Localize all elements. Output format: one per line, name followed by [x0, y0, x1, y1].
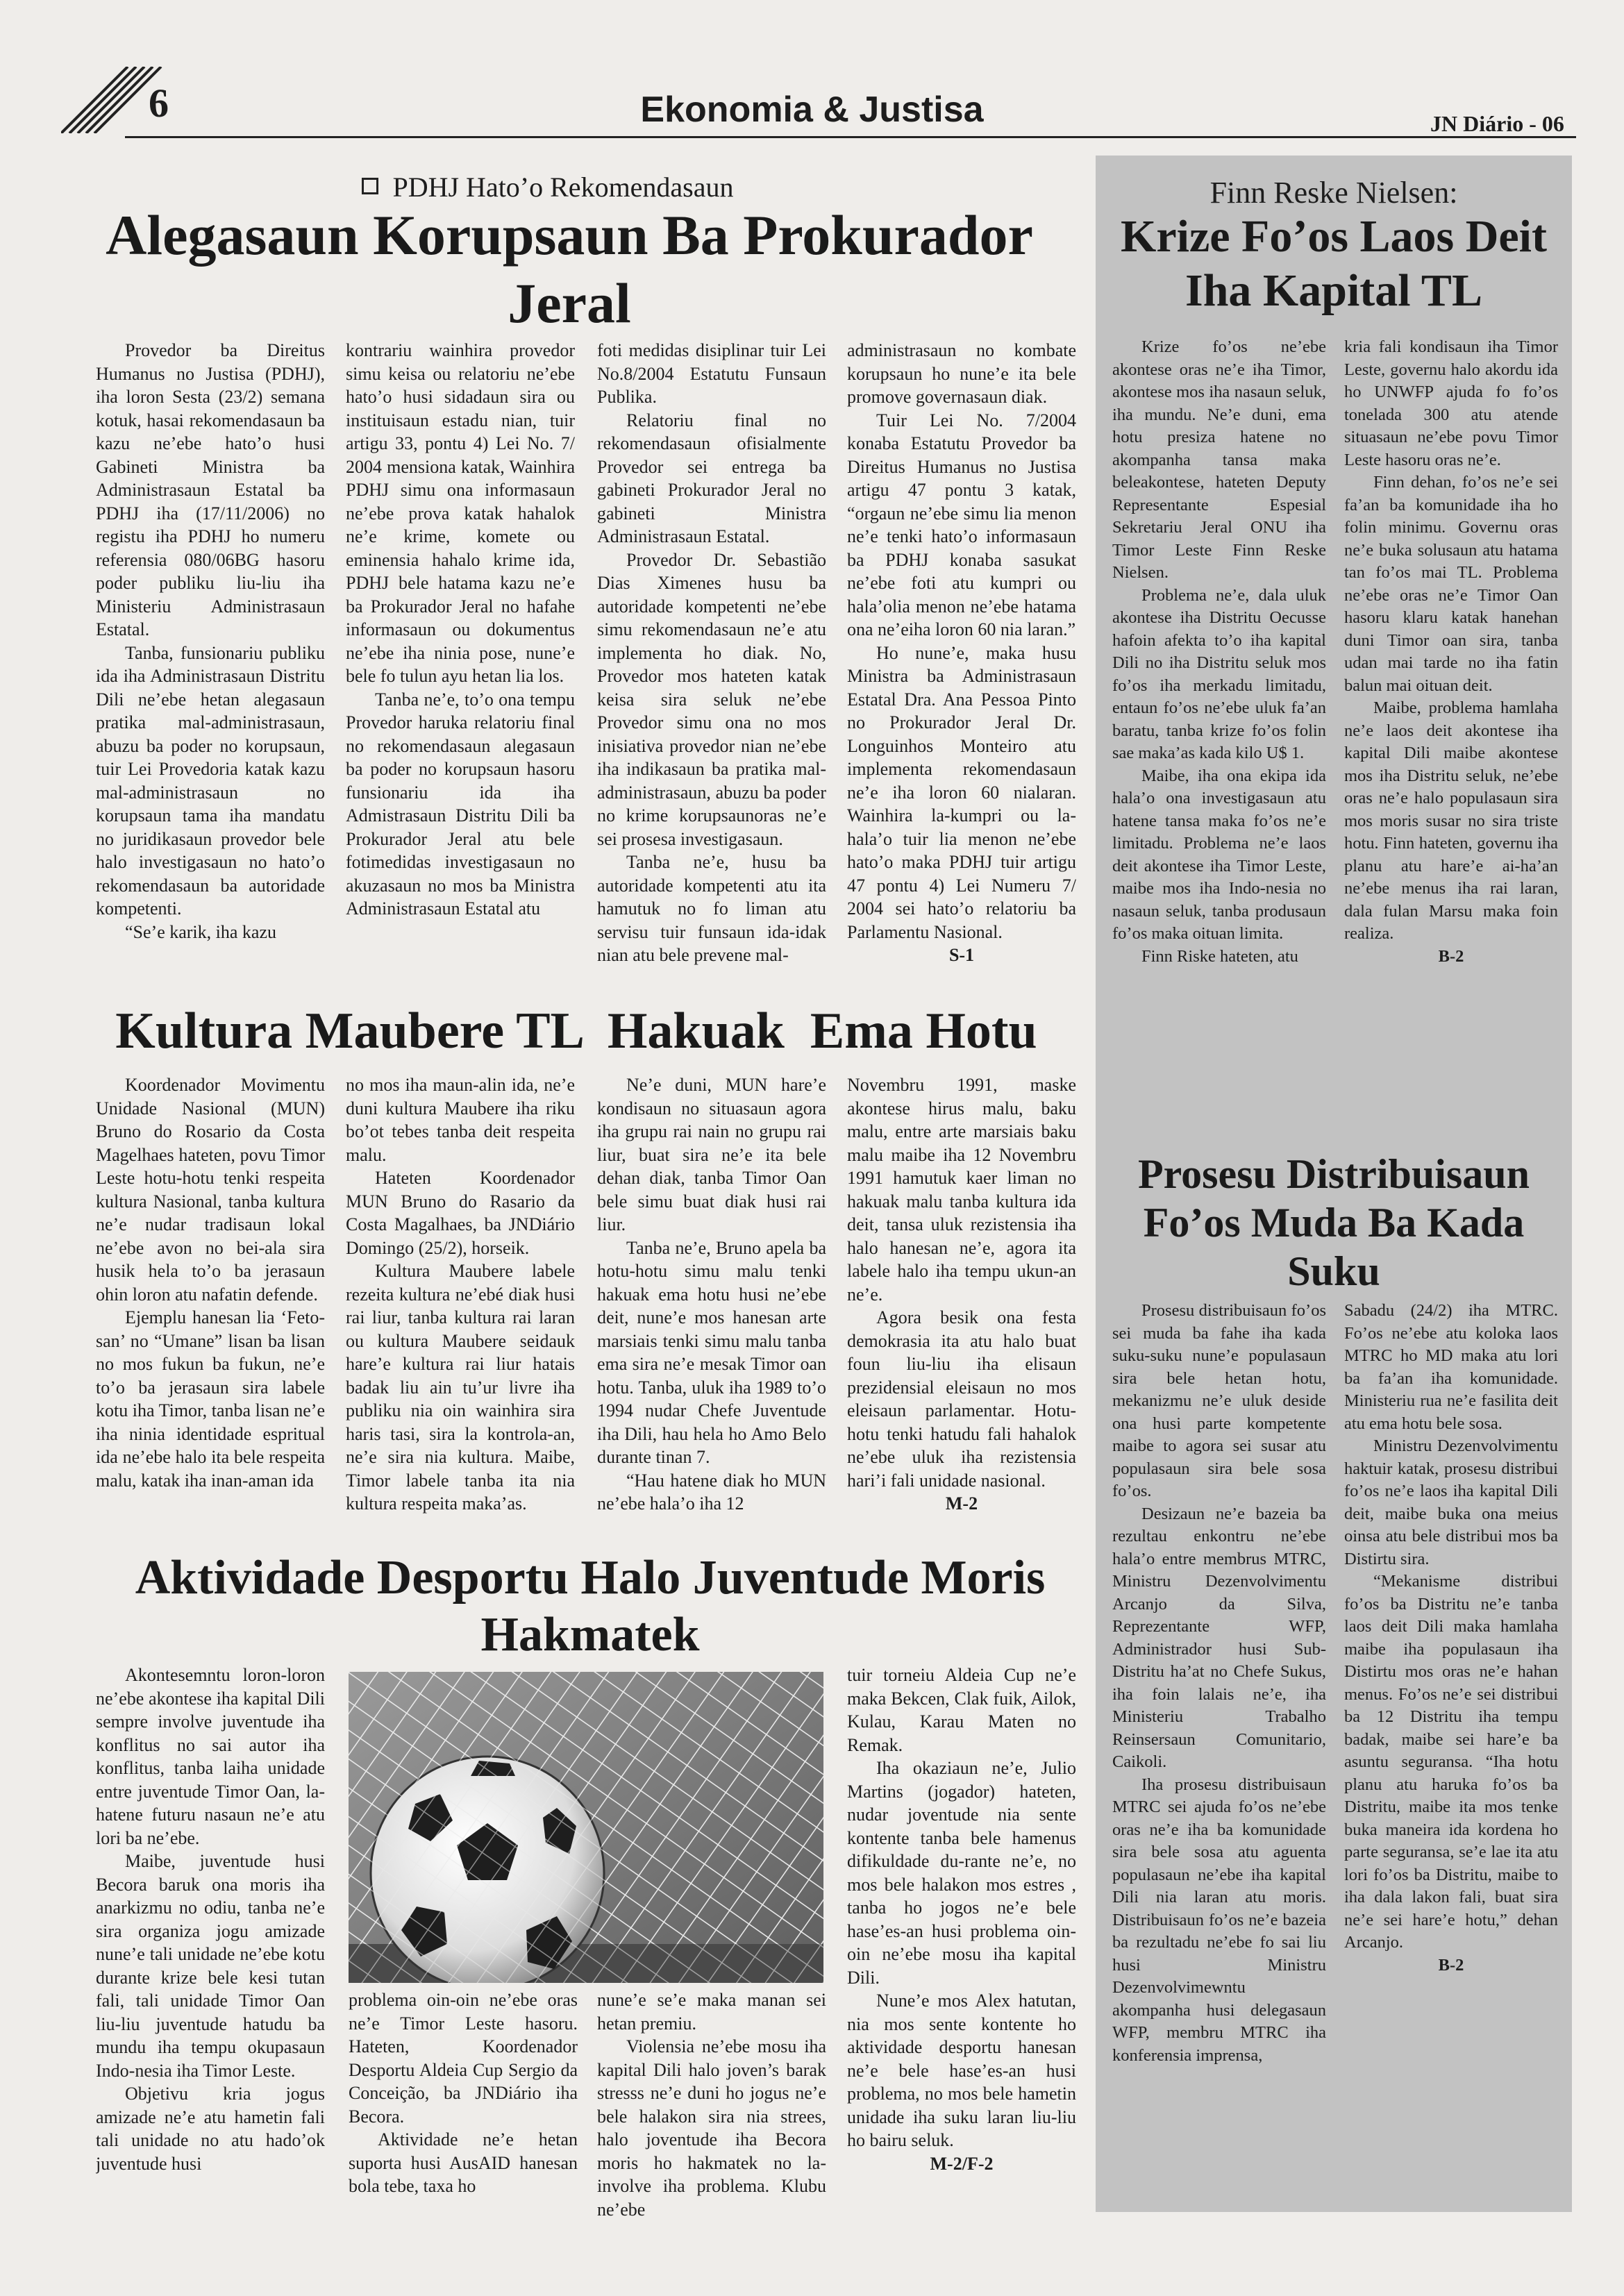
paragraph: Aktividade ne’e hetan suporta husi AusAID hanesan bola tebe, taxa ho — [349, 2129, 578, 2196]
paragraph: Ejemplu hanesan lia ‘Feto-san’ no “Umane” lisan ba lisan no mos fukun ba fukun, ne’e to’o ba jerasaun sira labele kotu iha Timor, tanba lisan ne’e iha ninia identidade espritual ida ne’ebe halo ita bele respeita malu, katak iha inan-aman ida — [96, 1307, 325, 1491]
section-title: Ekonomia & Justisa — [640, 90, 984, 130]
article1-kicker — [0, 171, 1096, 203]
article1-column-2 — [346, 339, 575, 984]
article3-headline — [76, 1550, 1104, 1664]
sidebar2-column-1 — [1112, 1300, 1326, 2209]
paragraph: Ministru Dezenvolvimentu haktuir katak, prosesu distribui fo’os ne’e laos iha kapital Dili deit, maibe buka ona meius oinsa atu bele distribui mos ba Distirtu sira. — [1344, 1436, 1558, 1568]
article2-column-4 — [847, 1073, 1076, 1539]
sidebar1-column-1 — [1112, 336, 1326, 1141]
paragraph: Ne’e duni, MUN hare’e kondisaun no situasaun agora iha grupu rai nain no grupu rai liur, buat sira ne’e ita bele dehan diak, tanba Timor Oan bele simu buat diak husi rai liur. — [597, 1075, 826, 1234]
paragraph: Tanba ne’e, Bruno apela ba hotu-hotu simu malu tenki hakuak ema hotu husi ne’ebe deit, nune’e mos hanesan arte marsiais tenki simu malu tanba ema sira ne’e mesak Timor oan hotu. Tanba, uluk iha 1989 to’o 1994 nudar Chefe Juventude iha Dili, hau hela ho Amo Belo durante tinan 7. — [597, 1237, 826, 1467]
article1-column-4 — [847, 339, 1076, 984]
article1-kicker-text: PDHJ Hato’o Rekomendasaun — [392, 171, 734, 203]
paragraph: Violensia ne’ebe mosu iha kapital Dili halo joven’s barak stresss ne’e duni ho jogus ne’e bele halakon sira nia strees, halo joventude iha Becora moris ho hakmatek no la-involve iha problema. Klubu ne’ebe — [597, 2036, 826, 2220]
sidebar1-kicker: Finn Reske Nielsen: — [1209, 176, 1458, 210]
paragraph: Ho nune’e, maka husu Ministra ba Administrasaun Estatal Dra. Ana Pessoa Pinto no Prokurador Jeral Dr. Longuinhos Monteiro atu implementa rekomendasaun ne’e iha loron 60 nialaran. Wainhira la-kumpri ou la-hala’o tuir lia menon ne’ebe hato’o maka PDHJ tuir artigu 47 pontu 4) Lei Numeru 7/ 2004 sei hato’o relatoriu ba Parlamentu Nasional. — [847, 642, 1076, 942]
byline-code: S-1 — [948, 945, 975, 965]
checkbox-square-icon — [362, 178, 378, 194]
paragraph: Maibe, iha ona ekipa ida hala’o ona investigasaun atu hatene tansa maka fo’os ne’e limitadu. Problema ne’e laos deit akontese iha Timor Leste, maibe mos iha Indo-nesia no nasaun seluk, tanba produsaun fo’os maka oituan limita. — [1112, 766, 1326, 943]
paragraph: Akontesemntu loron-loron ne’ebe akontese iha kapital Dili sempre involve juventude iha konflitus no sai autor iha konflitus, tanba laiha unidade entre juventude Timor Oan, la-hatene futuru nasaun ne’e atu lori ba ne’ebe. — [96, 1665, 325, 1848]
article1-column-1 — [96, 339, 325, 984]
sidebar1-headline-line2: Iha Kapital TL — [1185, 265, 1482, 316]
sidebar2-headline-line1: Prosesu Distribuisaun — [1137, 1151, 1530, 1197]
article2-headline: Kultura Maubere TL Hakuak Ema Hotu — [115, 1003, 1037, 1059]
paragraph: problema oin-oin ne’ebe oras ne’e Timor Leste hasoru. Hateten, Koordenador Desportu Aldeia Cup Sergio da Conceição, ba JNDiário iha Becora. — [349, 1990, 578, 2127]
article3-headline-line1: Aktividade Desportu Halo Juventude Moris — [135, 1551, 1046, 1604]
paragraph: Sabadu (24/2) iha MTRC. Fo’os ne’ebe atu koloka laos MTRC ho MD maka atu lori ba fa’an iha komunidade. Ministeriu rua ne’e fasilita deit atu ema hotu bele sosa. — [1344, 1301, 1558, 1433]
paragraph: Maibe, problema hamlaha ne’e laos deit akontese iha kapital Dili maibe akontese mos iha Distritu seluk, ne’ebe oras ne’e halo populasaun sira mos moris susar no sira triste hotu. Finn hateten, governu iha planu atu hare’e ai-ha’an ne’ebe menus iha rai laran, dala fulan Marsu maka foin realiza. — [1344, 698, 1558, 943]
paragraph: Iha okaziaun ne’e, Julio Martins (jogador) hateten, nudar joventude nia sente kontente tanba bele hamenus difikuldade du-rante ne’e, no mos bele halakon mos estres , tanba ho jogos ne’e bele hase’es-an husi problema oin-oin ne’ebe mosu iha kapital Dili. — [847, 1758, 1076, 1988]
paragraph: kria fali kondisaun iha Timor Leste, governu halo akordu ida ho UNWFP ajuda fo fo’os tonelada 300 atu atende situasaun ne’ebe povu Timor Leste hasoru oras ne’e. — [1344, 337, 1558, 469]
byline-code: M-2/F-2 — [930, 2153, 994, 2174]
paragraph: Agora besik ona festa demokrasia ita atu halo buat foun liu-liu iha elisaun prezidensial eleisaun no mos eleisaun parlamentar. Hotu-hotu tenki hatudu fali hahalok ne’ebe uluk iha rezistensia hari’i fali unidade nasional. — [847, 1307, 1076, 1491]
paragraph: Prosesu distribuisaun fo’os sei muda ba fahe iha kada suku-suku nune’e populasaun sira bele hetan hotu, mekanizmu ne’e uluk deside ona husi parte kompetente maibe to agora sei susar atu populasaun sira bele sosa fo’os. — [1112, 1301, 1326, 1500]
byline-code: B-2 — [1438, 946, 1464, 966]
paragraph: “Mekanisme distribui fo’os ba Distritu ne’e tanba laos deit Dili maka hamlaha maibe iha populasaun iha Distirtu mos oras ne’e hahan menus. Fo’os ne’e sei distribui ba 12 Distritu iha tempu badak, maibe sei hare’e ba asuntu seguransa. “Iha hotu planu atu haruka fo’os ba Distritu, maibe ita mos tenke buka maneira ida kordena ho parte seguransa, se’e lae ita atu lori fo’os ba Distritu, maibe to iha dala lakon fali, buat sira ne’e sei hare’e hotu,” dehan Arcanjo. — [1344, 1572, 1558, 1952]
paragraph: Kultura Maubere labele rezeita kultura ne’ebé diak husi rai liur, tanba kultura rai laran ou kultura Maubere seidauk hare’e kultura rai liur hatais badak liu ain tu’ur livre iha publiku nia oin wainhira sira haris tasi, sira la kontrola-an, ne’e sira nia kultura. Maibe, Timor labele tanba ita nia kultura respeita maka’as. — [346, 1261, 575, 1514]
paragraph: Maibe, juventude husi Becora baruk ona moris iha anarkizmu no odiu, tanba ne’e sira organiza jogu amizade nune’e tali unidade ne’ebe kotu durante krize bele kesi tutan fali, tali unidade Timor Oan liu-liu juventude hatudu ba mundu iha tempu okupasaun Indo-nesia iha Timor Leste. — [96, 1851, 325, 2081]
paragraph: Novembru 1991, maske akontese hirus malu, baku malu, entre arte marsiais baku malu maibe iha 12 Novembru 1991 hamutuk kaer liman no hakuak malu tanba kultura ida deit, tansa uluk rezistensia iha halo hanesan ne’e, agora ita labele halo iha tempu ukun-an ne’e. — [847, 1075, 1076, 1305]
sidebar2-headline-line2: Fo’os Muda Ba Kada — [1143, 1200, 1525, 1246]
article2-column-3 — [597, 1073, 826, 1539]
paragraph: Desizaun ne’e bazeia ba rezultau enkontru ne’ebe hala’o entre membrus MTRC, Ministru Dezenvolvimentu Arcanjo da Silva, Reprezentante WFP, Administrador husi Sub-Distritu ha’at no Chefe Sukus, iha foin lalais ne’e, iha Ministeriu Trabalho Reinsersaun Comunitario, Caikoli. — [1112, 1504, 1326, 1771]
paragraph: Krize fo’os ne’ebe akontese oras ne’e iha Timor, akontese mos iha nasaun seluk, iha mundu. Ne’e duni, ema hotu presiza hatene no akompanha tansa maka beleakontese, hateten Deputy Representante Espesial Sekretariu Jeral ONU iha Timor Leste Finn Reske Nielsen. — [1112, 337, 1326, 582]
sidebar2-headline — [1096, 1150, 1572, 1296]
paragraph: Nune’e mos Alex hatutan, nia mos sente kontente ho aktividade desportu hanesan ne’e bele hase’es-an husi problema, no mos bele hametin unidade iha suku laran liu-liu ho bairu seluk. — [847, 1991, 1076, 2150]
paragraph: Tanba, funsionariu publiku ida iha Administrasaun Distritu Dili ne’ebe hetan alegasaun pratika mal-administrasaun, abuzu ba poder no korupsaun, tuir Lei Provedoria katak kazu mal-administrasaun no korupsaun tama iha mandatu no juridikasaun provedor bele halo investigasaun no hato’o rekomendasaun ba autoridade kompetenti. — [96, 642, 325, 919]
paragraph: Objetivu kria jogus amizade ne’e atu hametin fali tali unidade no atu hado’ok juventude husi — [96, 2084, 325, 2174]
sidebar2-column-2 — [1344, 1300, 1558, 2209]
paragraph: administrasaun no kombate korupsaun ho nune’e ita bele promove governasaun diak. — [847, 340, 1076, 407]
paragraph: Relatoriu final no rekomendasaun ofisialmente Provedor sei entrega ba gabineti Prokurador Jeral no gabineti Ministra Administrasaun Estatal. — [597, 410, 826, 546]
paragraph: Koordenador Movimentu Unidade Nasional (MUN) Bruno do Rosario da Costa Magelhaes hateten, povu Timor Leste hotu-hotu tenki respeita kultura Nasional, tanba kultura ne’e nudar tradisaun lokal ne’ebe avon no bei-ala sira husik hela to’o ba jerasaun ohin loron atu nafatin defende. — [96, 1075, 325, 1305]
paragraph: Tanba ne’e, to’o ona tempu Provedor haruka relatoriu final no rekomendasaun alegasaun ba poder no korupsaun hasoru funsionariu ida iha Admistrasaun Distritu Dili ba Prokurador Jeral atu bele fotimedidas investigasaun no akuzasaun no mos ba Ministra Administrasaun Estatal atu — [346, 689, 575, 919]
paragraph: Tuir Lei No. 7/2004 konaba Estatutu Provedor ba Direitus Humanus no Justisa artigu 47 pontu 3 katak, “orgaun ne’ebe simu lia menon ne’e tenki hato’o informasaun ba PDHJ konaba sasukat ne’ebe foti atu kumpri ou hala’olia menon ne’ebe hatama ona ne’eiha loron 60 nia laran.” — [847, 410, 1076, 639]
article3-column-3 — [597, 1988, 826, 2226]
article1-column-3 — [597, 339, 826, 984]
paragraph: kontrariu wainhira provedor simu keisa ou relatoriu ne’ebe hato’o husi sidadaun sira ou instituisaun estadu nian, tuir artigu 33, pontu 4) Lei No. 7/ 2004 mensiona katak, Wainhira PDHJ simu ona informasaun ne’ebe prova katak hahalok ne’e krime, komete ou eminensia hahalo krime ida, PDHJ bele hatama kazu ne’e ba Prokurador Jeral no hafahe informasaun ou dokumentus ne’ebe iha ninia pose, nune’e bele fo tulun ayu hetan lia los. — [346, 340, 575, 686]
paragraph: “Se’e karik, iha kazu — [125, 921, 277, 942]
paragraph: Finn Riske hateten, atu — [1141, 946, 1298, 966]
article3-column-1 — [96, 1664, 325, 2226]
sidebar1-headline — [1096, 210, 1572, 318]
masthead-rule — [125, 136, 1576, 138]
article2-column-2 — [346, 1073, 575, 1539]
paragraph: Iha prosesu distribuisaun MTRC sei ajuda fo’os ne’ebe oras ne’e iha ba komunidade sira bele sosa atu aguenta populasaun ne’ebe iha kapital Dili nia laran atu moris. Distribuisaun fo’os ne’e bazeia ba rezultadu ne’ebe fo sai liu husi Ministru Dezenvolvimewntu akompanha husi delegasaun WFP, membru MTRC iha konferensia imprensa, — [1112, 1775, 1326, 2065]
sidebar2-headline-line3: Suku — [1287, 1248, 1380, 1294]
article1-headline: Alegasaun Korupsaun Ba Prokurador Jeral — [106, 203, 1033, 335]
paragraph: no mos iha maun-alin ida, ne’e duni kultura Maubere iha riku bo’ot tebes tanba deit respeita malu. — [346, 1075, 575, 1165]
page-number: 6 — [149, 81, 169, 126]
paragraph: Provedor ba Direitus Humanus no Justisa (PDHJ), iha loron Sesta (23/2) semana kotuk, hasai rekomendasaun ba kazu ne’ebe hato’o husi Gabineti Ministra ba Administrasaun Estatal ba PDHJ iha (17/11/2006) no registu iha PDHJ ho numeru referensia 080/06BG hasoru poder publiku liu-liu iha Ministeriu Administrasaun Estatal. — [96, 340, 325, 639]
sidebar1-column-2 — [1344, 336, 1558, 1141]
sidebar1-headline-line1: Krize Fo’os Laos Deit — [1120, 211, 1547, 262]
issue-label: JN Diário - 06 — [1430, 111, 1564, 136]
paragraph: Provedor Dr. Sebastião Dias Ximenes husu ba autoridade kompetenti ne’ebe simu rekomendasaun ne’e atu implementa ho diak. No, Provedor mos hateten katak keisa sira seluk ne’ebe Provedor simu ona no mos inisiativa provedor nian ne’ebe iha indikasaun ba pratika mal-administrasaun, abuzu ba poder no krime korupsaunoras ne’e sei prosesa investigasaun. — [597, 549, 826, 849]
paragraph: Hateten Koordenador MUN Bruno do Rasario da Costa Magalhaes, ba JNDiário Domingo (25/2), horseik. — [346, 1168, 575, 1258]
football-net-photo — [349, 1672, 823, 1983]
paragraph: Problema ne’e, dala uluk akontese iha Distritu Oecusse hafoin afekta to’o iha kapital Dili no iha Distritu seluk mos fo’os iha merkadu limitadu, entaun fo’os ne’ebe uluk fa’an baratu, tanba krize fo’os folin sae maka’as kada kilo U$ 1. — [1112, 585, 1326, 762]
article3-headline-line2: Hakmatek — [480, 1608, 700, 1661]
article3-column-4 — [847, 1664, 1076, 2226]
byline-code: M-2 — [945, 1493, 978, 1514]
paragraph: Finn dehan, fo’os ne’e sei fa’an ba komunidade iha ho folin minimu. Governu oras ne’e buka solusaun atu hatama tan fo’os mai TL. Problema ne’ebe oras ne’e Timor Oan hasoru klaru katak hanehan duni Timor oan sira, tanba udan mai tarde no iha fatin balun mai oituan deit. — [1344, 473, 1558, 695]
paragraph: foti medidas disiplinar tuir Lei No.8/2004 Estatutu Funsaun Publika. — [597, 340, 826, 407]
paragraph: Tanba ne’e, husu ba autoridade kompetenti atu ita hamutuk no fo liman atu servisu tuir funsaun ida-idak nian atu bele prevene mal- — [597, 852, 826, 965]
paragraph: tuir torneiu Aldeia Cup ne’e maka Bekcen, Clak fuik, Ailok, Kulau, Karau Maten no Remak. — [847, 1665, 1076, 1755]
article2-column-1 — [96, 1073, 325, 1539]
byline-code: B-2 — [1438, 1955, 1464, 1975]
paragraph: “Hau hatene diak ho MUN ne’ebe hala’o iha 12 — [597, 1470, 826, 1514]
paragraph: nune’e se’e maka manan sei hetan premiu. — [597, 1990, 826, 2034]
article3-column-2 — [349, 1988, 578, 2226]
